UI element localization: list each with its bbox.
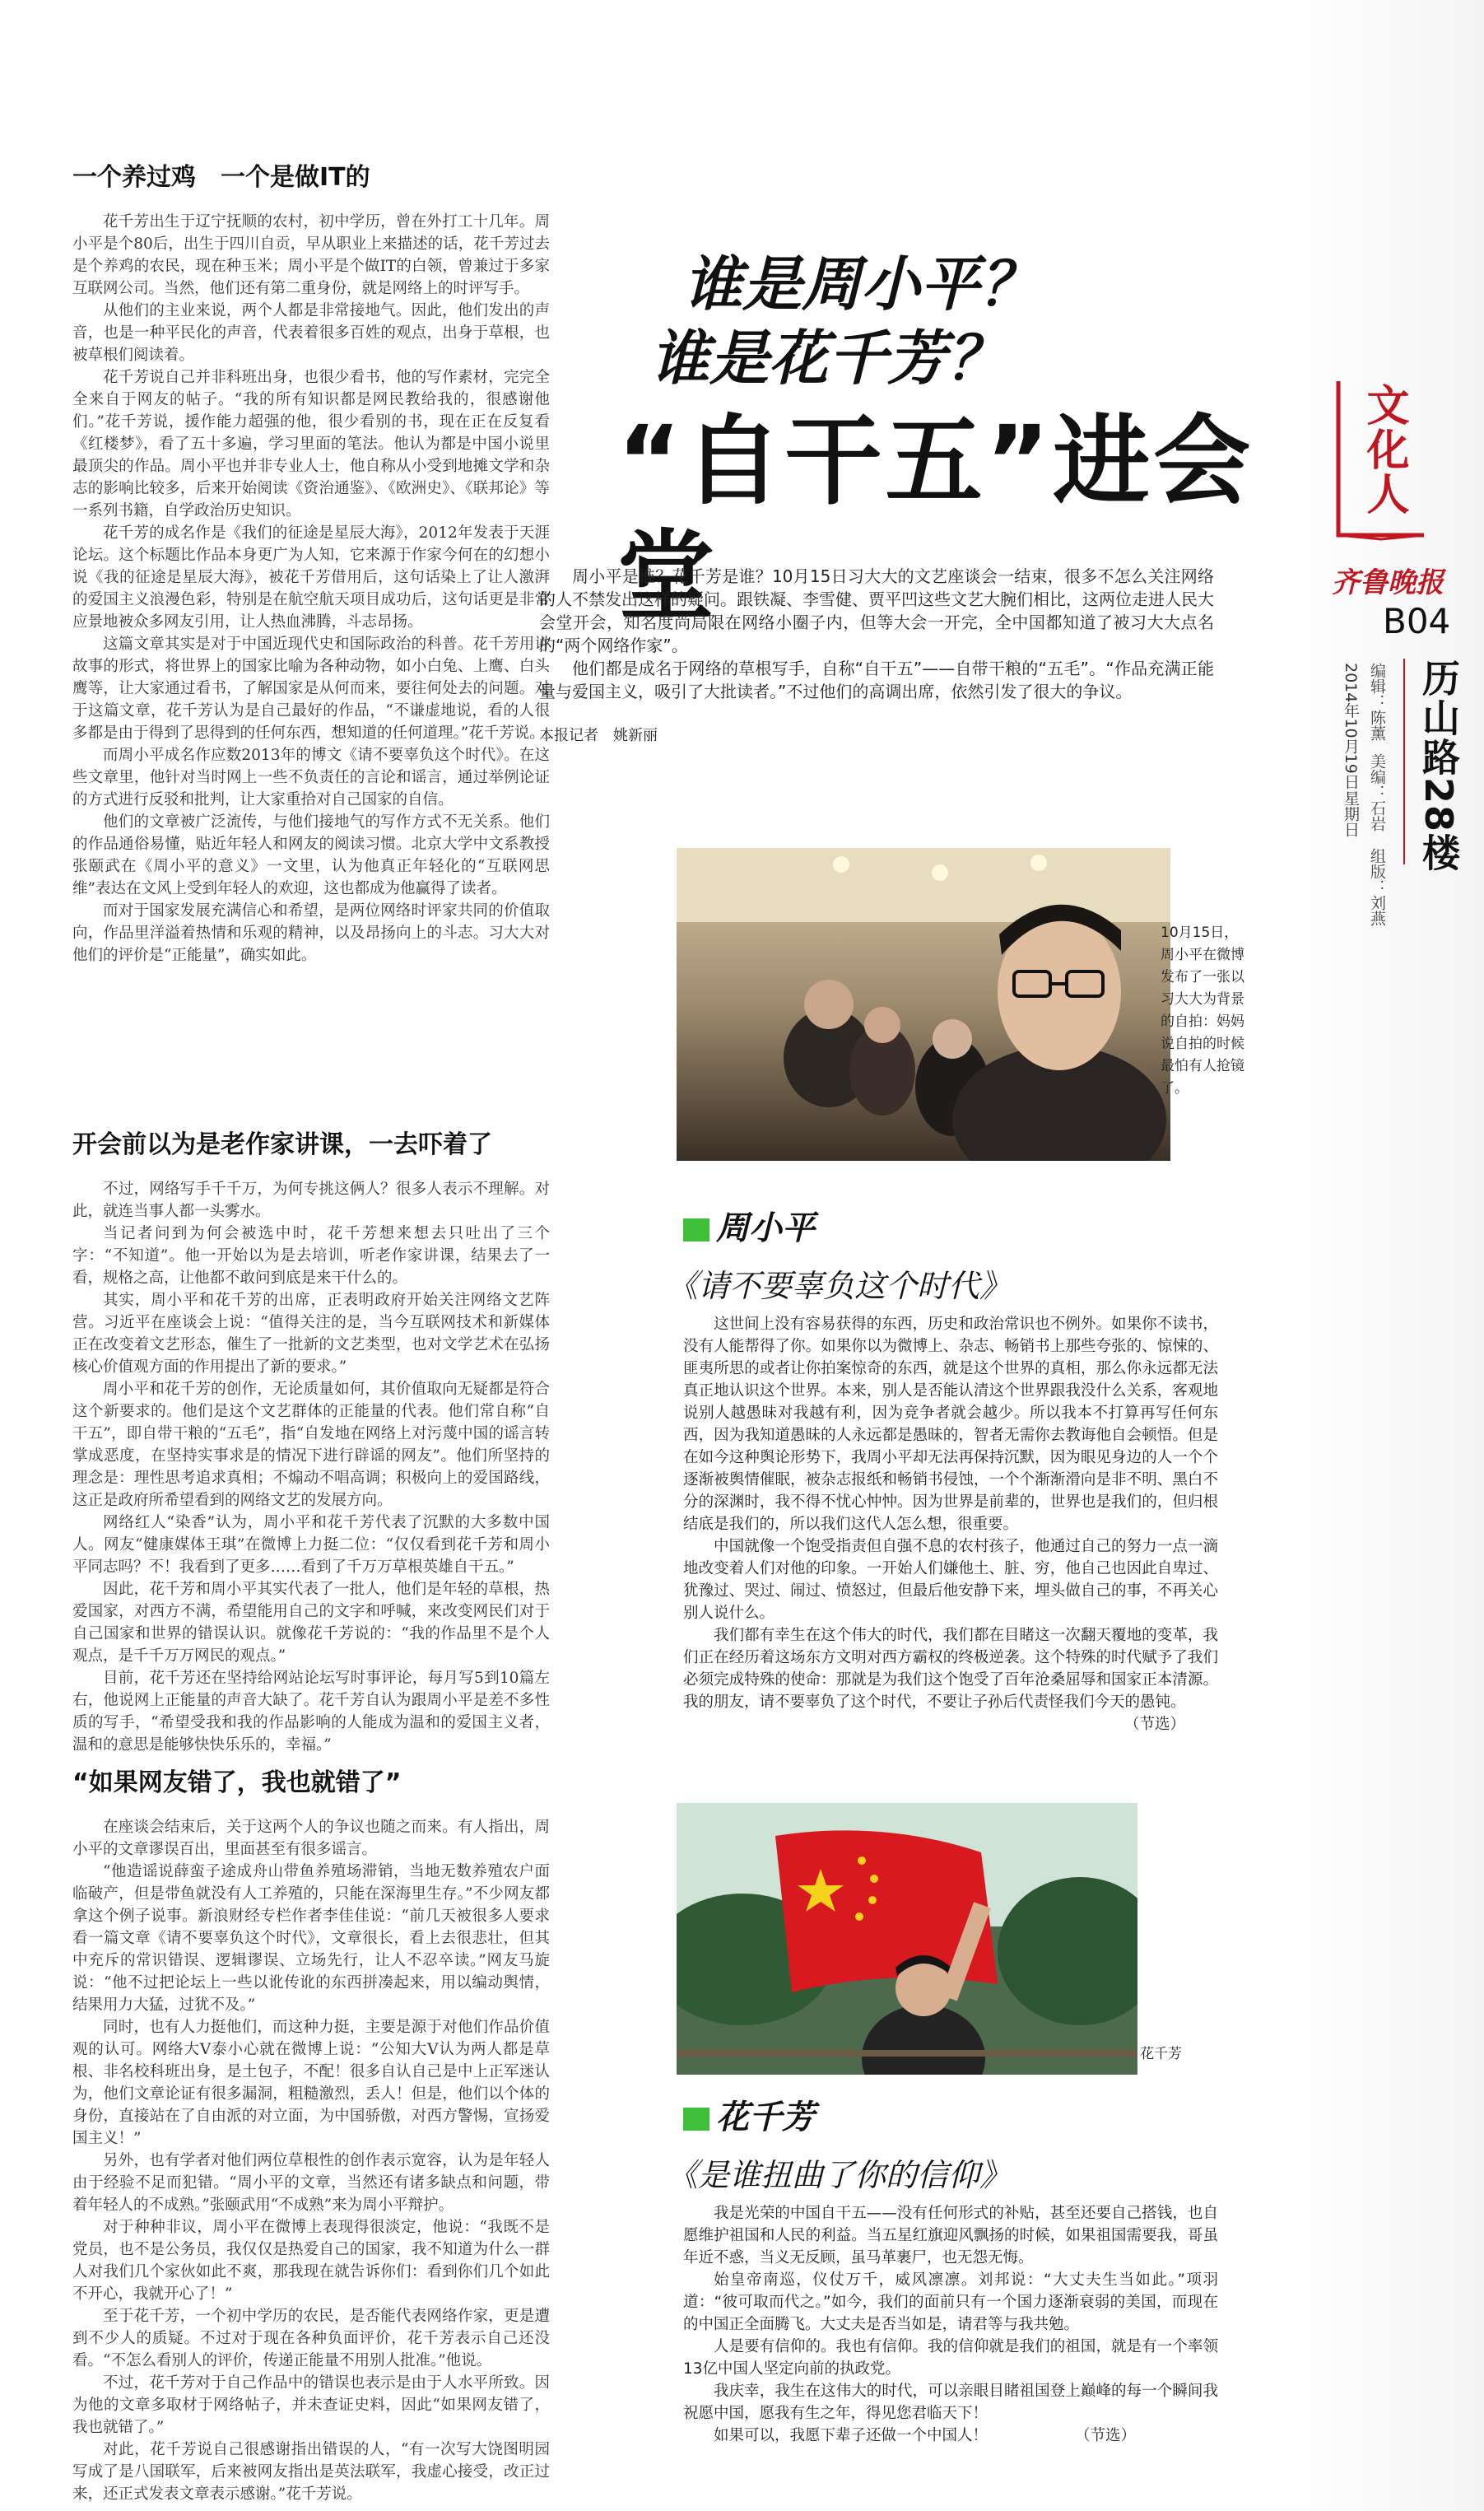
headline-main: “自干五”进会堂 [617, 404, 1254, 633]
section-heading-2: 开会前以为是老作家讲课，一去吓着了 [72, 1130, 492, 1159]
hua-article-title: 《是谁扭曲了你的信仰》 [667, 2157, 1012, 2193]
paragraph: 如果可以，我愿下辈子还做一个中国人！ [714, 2427, 989, 2444]
article-section-3 [72, 1762, 550, 2505]
paragraph: 在座谈会结束后，关于这两个人的争议也随之而来。有人指出，周小平的文章谬误百出，里面甚至有很多谣言。 [72, 1819, 550, 1858]
layout-editor-credit: 组版：刘燕 [1368, 848, 1386, 926]
paragraph: 我是光荣的中国自干五——没有任何形式的补贴，甚至还要自己搭钱，也自愿维护祖国和人民的利益。当五星红旗迎风飘扬的时候，如果祖国需要我，哥虽年近不惑，当义无反顾，虽马革裹尸，也无怨无悔。 [683, 2205, 1218, 2266]
art-editor-credit: 美编：石岩 [1368, 753, 1386, 832]
photo-flag [677, 1803, 1137, 2075]
paragraph: 花千芳出生于辽宁抚顺的农村，初中学历，曾在外打工十几年。周小平是个80后，出生于四川自贡，早从职业上来描述的话，花千芳过去是个养鸡的农民，现在种玉米；周小平是个做IT的白领，曾兼过于多家互联网公司。当然，他们还有第二重身份，就是网络上的时评写手。 [72, 213, 550, 297]
photo-caption-2: 花千芳 [1140, 2046, 1182, 2062]
issue-date: 2014年10月19日 [1342, 663, 1360, 790]
photo-caption-1: 10月15日，周小平在微博发布了一张以习大大为背景的自拍：妈妈说自拍的时候最怕有人抢镜了。 [1161, 925, 1244, 1097]
paragraph: 不过，花千芳对于自己作品中的错误也表示是由于人水平所致。因为他的文章多取材于网络帖子，并未查证史料，因此“如果网友错了，我也就错了。” [72, 2374, 550, 2436]
paragraph: 而周小平成名作应数2013年的博文《请不要辜负这个时代》。在这些文章里，他针对当时网上一些不负责任的言论和谣言，通过举例论证的方式进行反驳和批判，让大家重拾对自己国家的自信。 [72, 747, 550, 808]
paragraph: “他造谣说薛蛮子途成舟山带鱼养殖场滞销，当地无数养殖农户面临破产，但是带鱼就没有人工养殖的，只能在深海里生存。”不少网友都拿这个例子说事。新浪财经专栏作者李佳佳说：“前几天被很多人要求看一篇文章《请不要辜负这个时代》，文章很长，看上去很悲壮，但其中充斥的常识错误、逻辑谬误、立场先行，让人不忍卒读。”网友马旋说：“他不过把论坛上一些以讹传讹的东西拼凑起来，用以编动舆情，结果用力大猛，过犹不及。” [72, 1863, 550, 2014]
paragraph: 人是要有信仰的。我也有信仰。我的信仰就是我们的祖国，就是有一个率领13亿中国人坚定向前的执政党。 [683, 2338, 1218, 2378]
flag-photo-image [677, 1803, 1137, 2075]
byline: 本报记者 姚新丽 [539, 727, 658, 744]
paragraph: 花千芳说自己并非科班出身，也很少看书，他的写作素材，完完全全来自于网友的帖子。“我的所有知识都是网民教给我的，很感谢他们。”花千芳说，援作能力超强的他，很少看别的书，现在正在反复看《红楼梦》，看了五十多遍，学习里面的笔法。他认为都是中国小说里最顶尖的作品。周小平也并非专业人士，他自称从小受到地摊文学和杂志的影响比较多，后来开始阅读《资治通鉴》、《欧洲史》、《联邦论》等一系列书籍，自学政治历史知识。 [72, 369, 550, 519]
paragraph: 另外，也有学者对他们两位草根性的创作表示宽容，认为是年轻人由于经验不足而犯错。“周小平的文章，当然还有诸多缺点和问题，带着年轻人的不成熟。”张颐武用“不成熟”来为周小平辩护。 [72, 2152, 550, 2214]
paragraph: 始皇帝南巡，仪仗万千，威风凛凛。刘邦说：“大丈夫生当如此。”项羽道：“彼可取而代之。”如今，我们的面前只有一个国力逐渐衰弱的美国，而现在的中国正全面腾飞。大丈夫是否当如是，请君等与我共勉。 [683, 2271, 1218, 2333]
paragraph: 目前，花千芳还在坚持给网站论坛写时事评论，每月写5到10篇左右，他说网上正能量的声音大缺了。花千芳自认为跟周小平是差不多性质的写手，“希望受我和我的作品影响的人能成为温和的爱国主义者，温和的意思是能够快快乐乐的，幸福。” [72, 1670, 550, 1754]
paragraph: 对此，花千芳说自己很感谢指出错误的人，“有一次写大饶图明园写成了是八国联军，后来被网友指出是英法联军，我虚心接受，改正过来，还正式发表文章表示感谢。”花千芳说。 [72, 2441, 550, 2503]
headline-line-2: 谁是花千芳？ [650, 324, 1007, 393]
column-title: 历山路28楼 [1417, 659, 1461, 873]
hua-name: 花千芳 [716, 2099, 815, 2136]
paper-logo: 齐鲁晚报 [1332, 566, 1444, 599]
paragraph: 我们都有幸生在这个伟大的时代，我们都在目睹这一次翻天覆地的变革，我们正在经历着这场东方文明对西方霸权的终极逆袭。这个特殊的时代赋予了我们必须完成特殊的使命：那就是为我们这个饱受了百年沧桑屈辱和国家正本清源。我的朋友，请不要辜负了这个时代，不要让子孙后代责怪我们今天的愚钝。 [683, 1627, 1218, 1711]
paragraph: 同时，也有人力挺他们，而这种力挺，主要是源于对他们作品价值观的认可。网络大V泰小心就在微博上说：“公知大V认为两人都是草根、非名校科班出身，是土包子，不配！很多自认自己是中上正军迷认为，他们文章论证有很多漏洞，粗糙激烈，丢人！但是，他们以个体的身份，直接站在了自由派的对立面，为中国骄傲，对西方警惕，宣扬爱国主义！” [72, 2019, 550, 2147]
issue-weekday: 星期日 [1342, 790, 1360, 837]
lead-paragraph: 周小平是谁？花千芳是谁？10月15日习大大的文艺座谈会一结束，很多不怎么关注网络的人不禁发出这样的疑问。跟铁凝、李雪健、贾平凹这些文艺大腕们相比，这两位走进人民大会堂开会，知名度尚局限在网络小圈子内，但等大会一开完，全中国都知道了被习大大点名的“两个网络作家”。 [539, 566, 1214, 655]
paragraph: 周小平和花千芳的创作，无论质量如何，其价值取向无疑都是符合这个新要求的。他们是这个文艺群体的正能量的代表。他们常自称“自干五”，即自带干粮的“五毛”，指“自发地在网络上对污蔑中国的谣言转掌成恶度，在坚持实事求是的情况下进行辟谣的网友”。他们所坚持的理念是：理性思考追求真相；不煽动不唱高调；积极向上的爱国路线，这正是政府所希望看到的网络文艺的发展方向。 [72, 1381, 550, 1509]
zhou-excerpt [667, 1202, 1259, 1306]
headline-line-1: 谁是周小平？ [683, 249, 1040, 319]
excerpt-note: （节选） [1123, 1716, 1185, 1733]
paragraph: 他们的文章被广泛流传，与他们接地气的写作方式不无关系。他们的作品通俗易懂，贴近年轻人和网友的阅读习惯。北京大学中文系教授张颐武在《周小平的意义》一文里，认为他真正年轻化的“互联网思维”表达在文风上受到年轻人的欢迎，这也都成为他赢得了读者。 [72, 813, 550, 897]
section-body-2 [72, 1178, 550, 1756]
section-body-1 [72, 211, 550, 967]
paragraph: 我庆幸，我生在这伟大的时代，可以亲眼目睹祖国登上巅峰的每一个瞬间我祝愿中国，愿我有生之年，得见您君临天下！ [683, 2383, 1218, 2422]
section-heading-3: “如果网友错了，我也就错了” [72, 1768, 402, 1797]
zhou-article-title: 《请不要辜负这个时代》 [667, 1268, 1012, 1304]
zhou-name-label [683, 1202, 1259, 1249]
column-title-rule [1403, 659, 1405, 864]
page-number: B04 [1383, 601, 1451, 641]
section-name: 文化人 [1359, 383, 1408, 516]
paragraph: 这篇文章其实是对于中国近现代史和国际政治的科普。花千芳用讲故事的形式，将世界上的国家比喻为各种动物，如小白兔、上鹰、白头鹰等，让大家通过看书，了解国家是从何而来，要往何处去的问题。对于这篇文章，花千芳认为是自己最好的作品，“不谦虚地说，看的人很多都是由于得到了思得到的任何东西，想知道的任何道理。”花千芳说。 [72, 636, 550, 742]
article-section-1 [72, 156, 550, 967]
paragraph: 这世间上没有容易获得的东西，历史和政治常识也不例外。如果你不读书，没有人能帮得了你。如果你以为微博上、杂志、畅销书上那些夸张的、惊悚的、匪夷所思的或者让你拍案惊奇的东西，就是这个世界的真相，那么你永远都无法真正地认识这个世界。本来，别人是否能认清这个世界跟我没什么关系，客观地说别人越愚昧对我越有利，因为竞争者就会越少。所以我本不打算再写任何东西，因为我知道愚昧的人永远都是愚昧的，智者无需你去教诲他自会顿悟。但是在如今这种舆论形势下，我周小平却无法再保持沉默，因为眼见身边的人一个个逐渐被舆情催眠，被杂志报纸和畅销书侵蚀，一个个渐渐滑向是非不明、黑白不分的深渊时，我不得不忧心忡忡。因为世界是前辈的，世界也是我们的，但归根结底是我们的，所以我们这代人怎么想，很重要。 [683, 1316, 1218, 1533]
editor-credit: 编辑：陈薰 [1368, 663, 1386, 741]
photo-selfie [677, 848, 1170, 1161]
paragraph: 对于种种非议，周小平在微博上表现得很淡定，他说：“我既不是党员，也不是公务员，我仅仅是热爱自己的国家，我不知道为什么一群人对我们几个家伙如此不爽，那我现在就告诉你们：看到你们几个如此不开心，我就开心了！” [72, 2219, 550, 2303]
green-marker-icon [683, 2108, 709, 2131]
paragraph: 网络红人“染香”认为，周小平和花千芳代表了沉默的大多数中国人。网友“健康媒体王琪”在微博上力挺二位：“仅仅看到花千芳和周小平同志吗？不！我看到了更多……看到了千万万草根英雄自干五。” [72, 1514, 550, 1576]
paragraph: 其实，周小平和花千芳的出席，正表明政府开始关注网络文艺阵营。习近平在座谈会上说：“值得关注的是，当今互联网技术和新媒体正在改变着文艺形态，催生了一批新的文艺类型，也对文学艺术在弘扬核心价值观方面的作用提出了新的要求。” [72, 1292, 550, 1376]
section-tag [1332, 375, 1431, 547]
green-marker-icon [683, 1218, 709, 1242]
section-body-3 [72, 1816, 550, 2505]
paragraph: 从他们的主业来说，两个人都是非常接地气。因此，他们发出的声音，也是一种平民化的声音，代表着很多百姓的观点，出身于草根，也被草根们阅读着。 [72, 302, 550, 364]
zhou-excerpt-body [683, 1313, 1218, 1735]
hua-excerpt-body [683, 2202, 1218, 2447]
zhou-name: 周小平 [716, 1209, 815, 1247]
lead-paragraph: 他们都是成名于网络的草根写手，自称“自干五”——自带干粮的“五毛”。“作品充满正能量与爱国主义，吸引了大批读者。”不过他们的高调出席，依然引发了很大的争议。 [539, 659, 1214, 701]
paragraph: 至于花千芳，一个初中学历的农民，是否能代表网络作家，更是遭到不少人的质疑。不过对于现在各种负面评价，花千芳表示自己还没看。“不怎么看别人的评价，传递正能量不用别人批准。”他说。 [72, 2308, 550, 2369]
article-section-2 [72, 1124, 550, 1756]
paragraph: 而对于国家发展充满信心和希望，是两位网络时评家共同的价值取向，作品里洋溢着热情和乐观的精神，以及昂扬向上的斗志。习大大对他们的评价是“正能量”，确实如此。 [72, 902, 550, 964]
paragraph: 花千芳的成名作是《我们的征途是星辰大海》，2012年发表于天涯论坛。这个标题比作品本身更广为人知，它来源于作家今何在的幻想小说《我的征途是星辰大海》，被花千芳借用后，这句话染上了让人激湃的爱国主义浪漫色彩，特别是在航空航天项目成功后，这句话更是非常应景地被众多网友引用，让人热血沸腾，斗志昂扬。 [72, 524, 550, 631]
excerpt-note: （节选） [1074, 2427, 1136, 2444]
selfie-photo-image [677, 848, 1170, 1161]
paragraph: 不过，网络写手千千万，为何专挑这俩人？很多人表示不理解。对此，就连当事人都一头雾水。 [72, 1181, 550, 1220]
paragraph: 因此，花千芳和周小平其实代表了一批人，他们是年轻的草根，热爱国家，对西方不满，希望能用自己的文字和呼喊，来改变网民们对于自己国家和世界的错误认识。就像花千芳说的：“我的作品里不是个人观点，是千千万万网民的观点。” [72, 1581, 550, 1665]
section-heading-1: 一个养过鸡 一个是做IT的 [72, 163, 370, 192]
paragraph: 当记者问到为何会被选中时，花千芳想来想去只吐出了三个字：“不知道”。他一开始以为是去培训，听老作家讲课，结果去了一看，规格之高，让他都不敢问到底是来干什么的。 [72, 1225, 550, 1287]
lead-block [539, 565, 1214, 748]
hua-excerpt [667, 2091, 1259, 2195]
hua-name-label [683, 2091, 1259, 2138]
paragraph: 中国就像一个饱受指责但自强不息的农村孩子，他通过自己的努力一点一滴地改变着人们对他的印象。一开始人们嫌他土、脏、穷，他自己也因此自卑过、犹豫过、哭过、闹过、愤怒过，但最后他安静下来，埋头做自己的事，不再关心别人说什么。 [683, 1538, 1218, 1622]
